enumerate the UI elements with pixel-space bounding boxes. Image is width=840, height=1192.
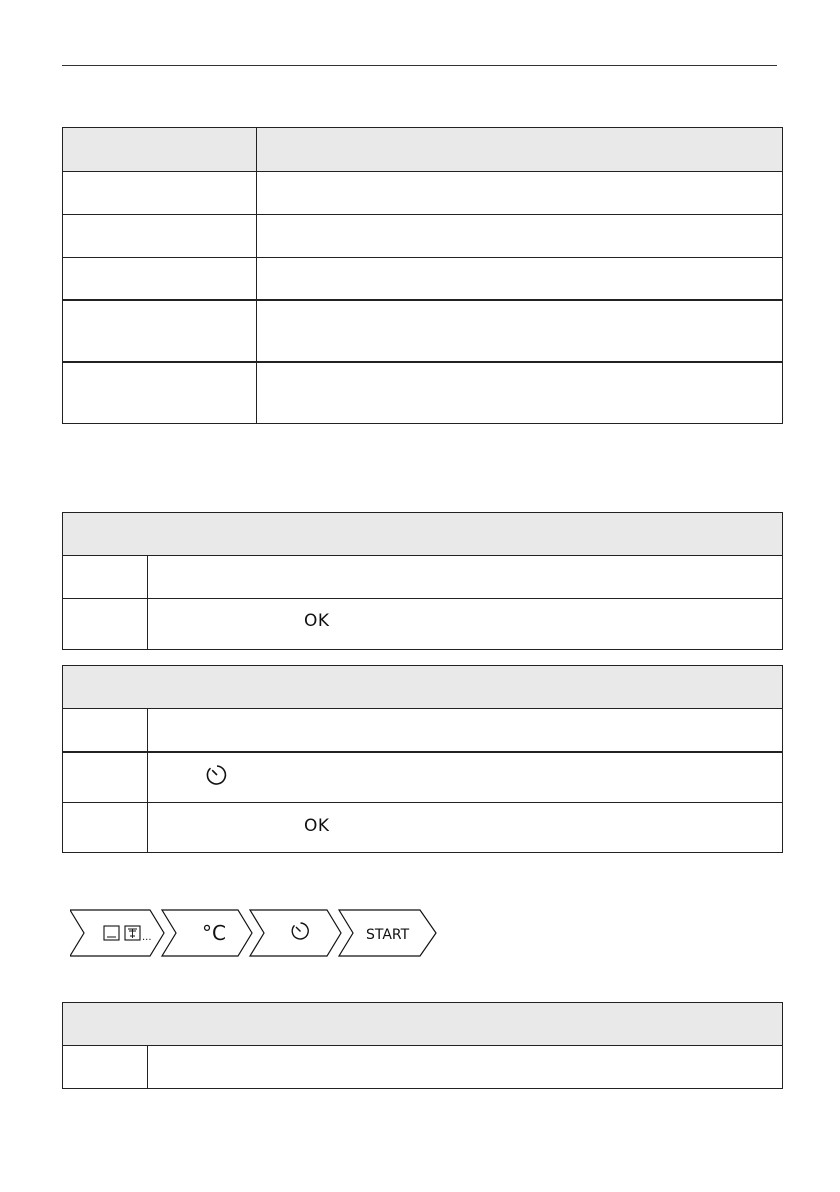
table-row [63,215,783,258]
flow-step-timer [250,910,341,956]
step-row [63,556,783,599]
step-row [63,1046,783,1089]
more-functions-label: ... [142,932,152,943]
flow-step-temperature [162,910,252,956]
step-row [63,709,783,752]
flow-step-function [70,910,164,956]
ok-key-label: OK [304,611,330,631]
step-row [63,803,783,853]
table-header-row [63,128,783,172]
steps-table-3 [62,1002,783,1089]
table-row [63,258,783,300]
ok-key-label: OK [304,816,330,836]
temperature-label: °C [202,921,226,945]
settings-table [62,127,783,424]
table-row [63,172,783,215]
procedure-flow [70,908,440,960]
step-row [63,752,783,803]
steps-header-row [63,513,783,556]
flow-step-start [339,910,436,956]
step-row [63,599,783,650]
timer-icon [204,762,230,788]
start-label: START [366,927,410,943]
oven-function-icon [104,926,119,940]
steps-header-row [63,1003,783,1046]
table-row [63,300,783,362]
steps-table-2 [62,665,783,853]
steps-header-row [63,666,783,709]
table-row [63,362,783,424]
top-divider [62,65,777,66]
steps-table-1 [62,512,783,650]
